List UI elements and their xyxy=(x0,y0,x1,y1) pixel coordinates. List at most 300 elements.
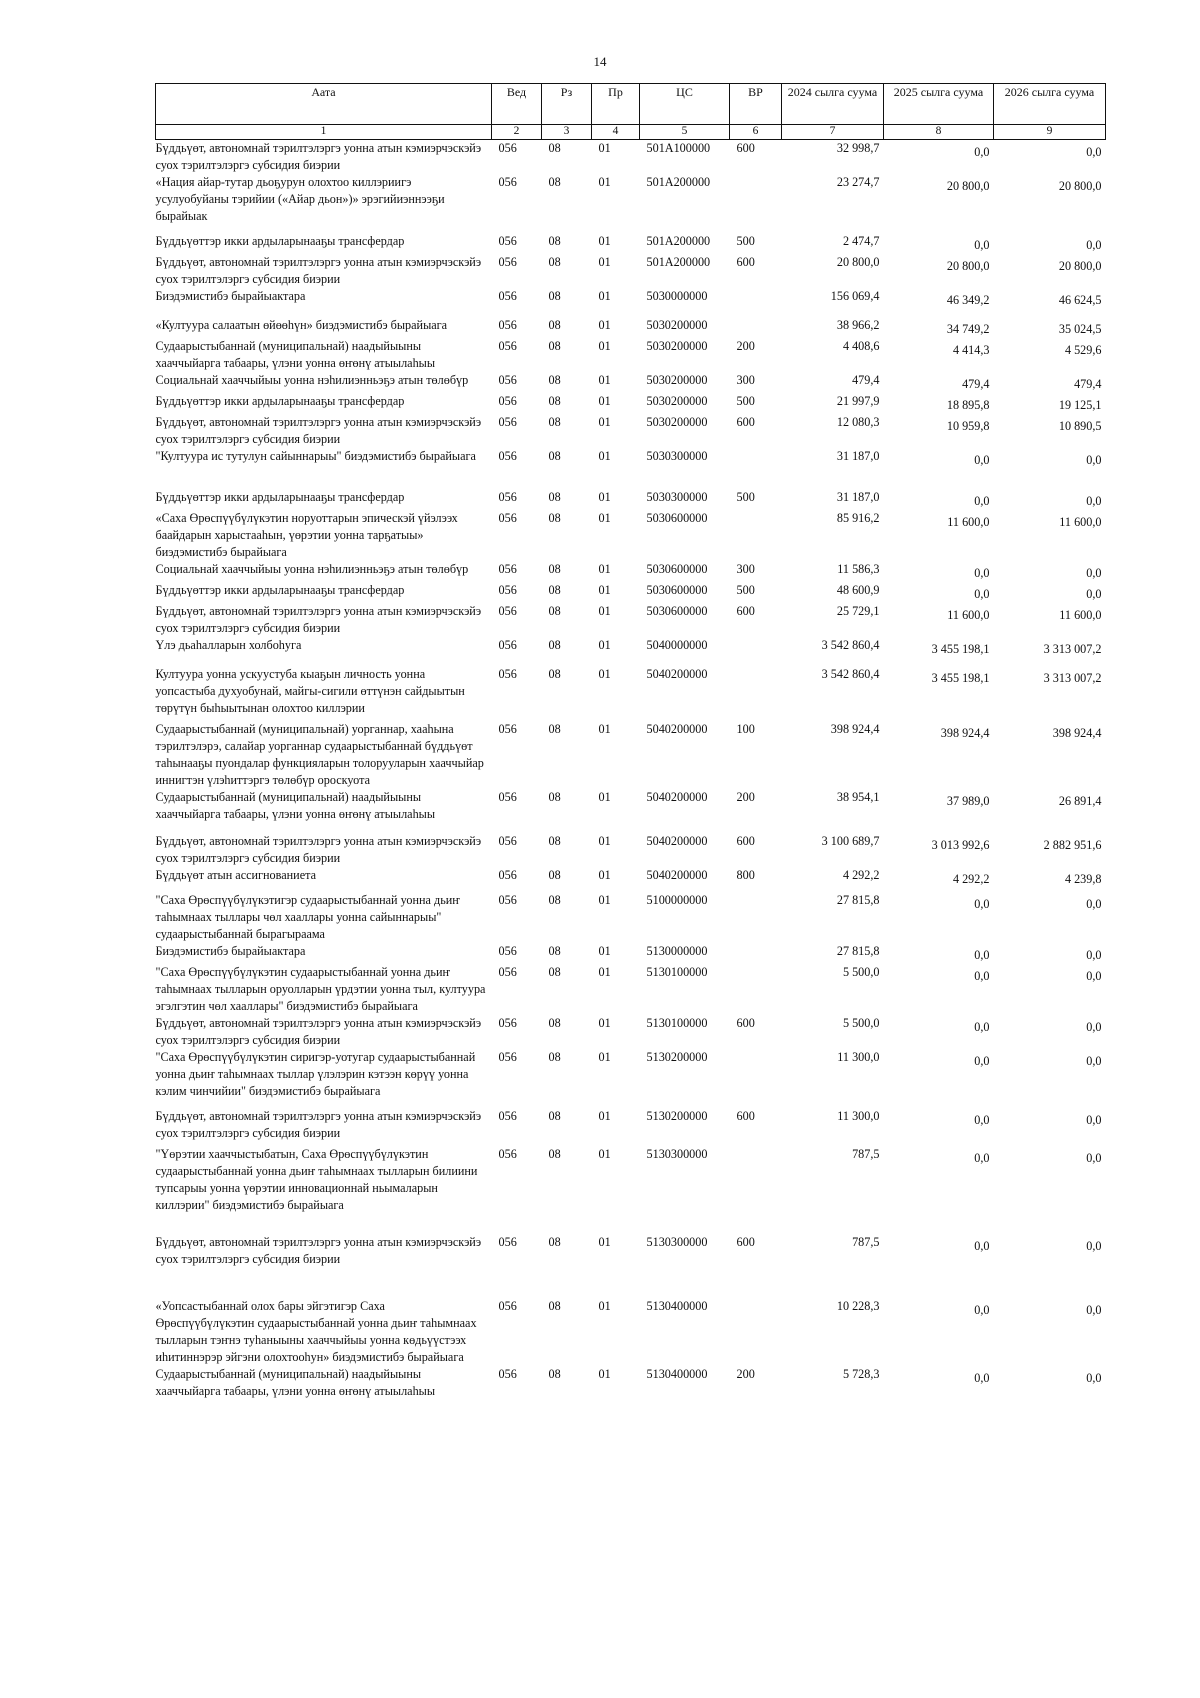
column-number: 9 xyxy=(994,125,1106,140)
page-number: 14 xyxy=(593,54,607,69)
rz-code: 08 xyxy=(548,834,561,848)
sum-2024 xyxy=(782,288,884,317)
sum-2026 xyxy=(994,317,1106,338)
table-header-row xyxy=(156,84,1106,125)
sum-2024 xyxy=(782,1015,884,1049)
rz-code: 08 xyxy=(548,944,561,958)
sum-2024 xyxy=(782,338,884,372)
vr-code: 500 xyxy=(736,394,755,408)
sum-2024 xyxy=(782,1366,884,1404)
sum-2026 xyxy=(994,372,1106,393)
sum-2024-value: 479,4 xyxy=(852,373,880,387)
vr-code: 500 xyxy=(736,583,755,597)
ved-code: 056 xyxy=(498,318,517,332)
table-row xyxy=(156,892,1106,943)
sum-2025-value: 0,0 xyxy=(974,969,990,983)
cs-code: 5040200000 xyxy=(646,790,708,804)
sum-2025-value: 20 800,0 xyxy=(946,259,990,273)
ved-code: 056 xyxy=(498,1299,517,1313)
rz-code: 08 xyxy=(548,893,561,907)
header-cell: Аата xyxy=(156,84,492,125)
sum-2026 xyxy=(994,174,1106,233)
sum-2025-value: 0,0 xyxy=(974,453,990,467)
cs-code: 5030200000 xyxy=(646,415,708,429)
table-row xyxy=(156,254,1106,288)
sum-2024-value: 11 300,0 xyxy=(837,1050,880,1064)
pr-code: 01 xyxy=(598,289,611,303)
sum-2025-value: 0,0 xyxy=(974,1020,990,1034)
pr-code: 01 xyxy=(598,583,611,597)
column-number: 8 xyxy=(884,125,994,140)
sum-2024-value: 32 998,7 xyxy=(836,141,880,155)
rz-code: 08 xyxy=(548,415,561,429)
vr-code: 600 xyxy=(736,1016,755,1030)
sum-2024 xyxy=(782,603,884,637)
pr-code: 01 xyxy=(598,394,611,408)
ved-code: 056 xyxy=(498,141,517,155)
sum-2025-value: 0,0 xyxy=(974,1371,990,1385)
sum-2025-value: 10 959,8 xyxy=(946,419,990,433)
rz-code: 08 xyxy=(548,562,561,576)
sum-2024-value: 31 187,0 xyxy=(836,449,880,463)
cs-code: 5030300000 xyxy=(646,490,708,504)
sum-2025-value: 34 749,2 xyxy=(946,322,990,336)
cs-code: 5030000000 xyxy=(646,289,708,303)
row-title: Бүддьүөттэр икки ардыларынааҕы трансфердар xyxy=(155,234,405,248)
sum-2026 xyxy=(994,1366,1106,1404)
ved-code: 056 xyxy=(498,1367,517,1381)
table-row xyxy=(156,964,1106,1015)
header-cell: ВР xyxy=(730,84,782,125)
ved-code: 056 xyxy=(498,1235,517,1249)
sum-2024 xyxy=(782,174,884,233)
sum-2025-value: 0,0 xyxy=(974,238,990,252)
table-row xyxy=(156,637,1106,666)
rz-code: 08 xyxy=(548,1050,561,1064)
sum-2026 xyxy=(994,637,1106,666)
row-title: Бүддьүөттэр икки ардыларынааҕы трансфердар xyxy=(155,490,405,504)
rz-code: 08 xyxy=(548,1299,561,1313)
vr-code: 300 xyxy=(736,562,755,576)
cs-code: 5030300000 xyxy=(646,449,708,463)
ved-code: 056 xyxy=(498,868,517,882)
rz-code: 08 xyxy=(548,449,561,463)
sum-2026-value: 0,0 xyxy=(1086,1239,1102,1253)
rz-code: 08 xyxy=(548,255,561,269)
table-row xyxy=(156,174,1106,233)
row-title: "Саха Өрөспүүбүлүкэтин судаарыстыбаннай уонна дьиҥ таһымнаах тылларын оруолларын үрдэтии уонна тыл, култуура эгэлгэтин чөл хааллары" биэдэмистибэ бырайыага xyxy=(155,965,486,1013)
cs-code: 501А100000 xyxy=(646,141,711,155)
ved-code: 056 xyxy=(498,1147,517,1161)
vr-code xyxy=(730,174,782,233)
pr-code: 01 xyxy=(598,511,611,525)
sum-2026 xyxy=(994,964,1106,1015)
sum-2026-value: 46 624,5 xyxy=(1058,293,1102,307)
sum-2026 xyxy=(994,448,1106,489)
table-row xyxy=(156,833,1106,867)
cs-code: 5030200000 xyxy=(646,394,708,408)
pr-code: 01 xyxy=(598,667,611,681)
sum-2024 xyxy=(782,833,884,867)
sum-2024-value: 25 729,1 xyxy=(836,604,880,618)
pr-code: 01 xyxy=(598,790,611,804)
sum-2026 xyxy=(994,666,1106,721)
sum-2024-value: 38 954,1 xyxy=(836,790,880,804)
sum-2025-value: 0,0 xyxy=(974,587,990,601)
pr-code: 01 xyxy=(598,1299,611,1313)
pr-code: 01 xyxy=(598,234,611,248)
rz-code: 08 xyxy=(548,604,561,618)
pr-code: 01 xyxy=(598,415,611,429)
table-body xyxy=(156,140,1106,1405)
rz-code: 08 xyxy=(548,490,561,504)
row-title: Социальнай хааччыйыы уонна нэһилиэнньэҕэ атын төлөбүр xyxy=(155,373,469,387)
sum-2024-value: 2 474,7 xyxy=(842,234,880,248)
sum-2025 xyxy=(884,561,994,582)
sum-2026-value: 0,0 xyxy=(1086,238,1102,252)
vr-code: 500 xyxy=(736,490,755,504)
cs-code: 5030600000 xyxy=(646,604,708,618)
row-title: Судаарыстыбаннай (муниципальнай) наадыйыыны хааччыйарга табаары, үлэни уонна өҥөнү атыылаһыы xyxy=(155,1367,436,1398)
sum-2026 xyxy=(994,1108,1106,1146)
vr-code xyxy=(730,317,782,338)
sum-2026-value: 0,0 xyxy=(1086,1054,1102,1068)
table-row xyxy=(156,1234,1106,1298)
sum-2026-value: 19 125,1 xyxy=(1058,398,1102,412)
vr-code: 500 xyxy=(736,234,755,248)
pr-code: 01 xyxy=(598,1367,611,1381)
sum-2025 xyxy=(884,1146,994,1234)
table-row xyxy=(156,789,1106,833)
sum-2026-value: 0,0 xyxy=(1086,453,1102,467)
sum-2024-value: 31 187,0 xyxy=(836,490,880,504)
sum-2025-value: 0,0 xyxy=(974,566,990,580)
cs-code: 5030600000 xyxy=(646,583,708,597)
sum-2026-value: 0,0 xyxy=(1086,1151,1102,1165)
sum-2026-value: 0,0 xyxy=(1086,587,1102,601)
row-title: «Нация айар-тутар дьоҕурун олохтоо киллэриигэ усулуобуйаны тэрийии («Айар дьон»)» эрэгийиэннээҕи бырайыак xyxy=(155,175,445,223)
sum-2026-value: 398 924,4 xyxy=(1052,726,1102,740)
sum-2025-value: 0,0 xyxy=(974,1113,990,1127)
sum-2024-value: 10 228,3 xyxy=(836,1299,880,1313)
vr-code: 200 xyxy=(736,790,755,804)
cs-code: 5030200000 xyxy=(646,318,708,332)
sum-2024-value: 11 586,3 xyxy=(837,562,880,576)
sum-2026-value: 0,0 xyxy=(1086,145,1102,159)
ved-code: 056 xyxy=(498,790,517,804)
sum-2025 xyxy=(884,867,994,892)
sum-2025 xyxy=(884,1108,994,1146)
pr-code: 01 xyxy=(598,373,611,387)
sum-2025 xyxy=(884,833,994,867)
sum-2025-value: 3 455 198,1 xyxy=(931,671,990,685)
row-title: "Саха Өрөспүүбүлүкэтигэр судаарыстыбаннай уонна дьиҥ таһымнаах тыллары чөл хааллары уонна сайыннарыы" судаарыстыбаннай бырагыраама xyxy=(155,893,460,941)
sum-2026 xyxy=(994,233,1106,254)
sum-2025-value: 398 924,4 xyxy=(940,726,990,740)
sum-2024-value: 38 966,2 xyxy=(836,318,880,332)
sum-2024-value: 398 924,4 xyxy=(830,722,880,736)
sum-2025 xyxy=(884,637,994,666)
sum-2025-value: 11 600,0 xyxy=(947,608,990,622)
table-row xyxy=(156,288,1106,317)
table-row xyxy=(156,943,1106,964)
row-title: Бүддьүөт, автономнай тэрилтэлэргэ уонна атын кэмиэрчэскэйэ суох тэрилтэлэргэ субсидия биэрии xyxy=(155,834,482,865)
sum-2026 xyxy=(994,288,1106,317)
sum-2025-value: 0,0 xyxy=(974,494,990,508)
sum-2025 xyxy=(884,943,994,964)
sum-2024-value: 787,5 xyxy=(852,1147,880,1161)
sum-2026-value: 0,0 xyxy=(1086,494,1102,508)
ved-code: 056 xyxy=(498,562,517,576)
sum-2026-value: 479,4 xyxy=(1074,377,1102,391)
cs-code: 5130400000 xyxy=(646,1367,708,1381)
sum-2024 xyxy=(782,1146,884,1234)
sum-2026-value: 3 313 007,2 xyxy=(1043,642,1102,656)
vr-code: 800 xyxy=(736,868,755,882)
ved-code: 056 xyxy=(498,394,517,408)
sum-2024 xyxy=(782,254,884,288)
row-title: Үлэ дьаһалларын холбоһуга xyxy=(155,638,302,652)
sum-2025-value: 3 455 198,1 xyxy=(931,642,990,656)
sum-2025 xyxy=(884,414,994,448)
table-row xyxy=(156,666,1106,721)
pr-code: 01 xyxy=(598,339,611,353)
row-title: "Култуура ис тутулун сайыннарыы" биэдэмистибэ бырайыага xyxy=(155,449,476,463)
ved-code: 056 xyxy=(498,638,517,652)
sum-2024 xyxy=(782,964,884,1015)
vr-code: 200 xyxy=(736,339,755,353)
rz-code: 08 xyxy=(548,234,561,248)
vr-code: 600 xyxy=(736,604,755,618)
pr-code: 01 xyxy=(598,1235,611,1249)
cs-code: 5130000000 xyxy=(646,944,708,958)
sum-2024-value: 5 500,0 xyxy=(842,1016,880,1030)
pr-code: 01 xyxy=(598,965,611,979)
vr-code: 200 xyxy=(736,1367,755,1381)
sum-2025-value: 4 292,2 xyxy=(952,872,990,886)
header-cell: 2024 сылга суума xyxy=(782,84,884,125)
sum-2024-value: 48 600,9 xyxy=(836,583,880,597)
sum-2026-value: 0,0 xyxy=(1086,969,1102,983)
sum-2025 xyxy=(884,789,994,833)
pr-code: 01 xyxy=(598,604,611,618)
sum-2026-value: 0,0 xyxy=(1086,948,1102,962)
vr-code xyxy=(730,288,782,317)
sum-2025-value: 0,0 xyxy=(974,1239,990,1253)
row-title: Бүддьүөт атын ассигнованиета xyxy=(155,868,316,882)
sum-2026 xyxy=(994,603,1106,637)
vr-code: 600 xyxy=(736,415,755,429)
sum-2025-value: 479,4 xyxy=(962,377,990,391)
sum-2024 xyxy=(782,582,884,603)
vr-code xyxy=(730,666,782,721)
vr-code xyxy=(730,637,782,666)
cs-code: 501А200000 xyxy=(646,175,711,189)
row-title: Култуура уонна ускуустуба кыаҕын личность уонна уопсастыба духуобунай, майгы-сигили өттүнэн сайдыытын төрүтүн быһыытынан олохтоо киллэрии xyxy=(155,667,465,715)
sum-2026-value: 3 313 007,2 xyxy=(1043,671,1102,685)
sum-2026 xyxy=(994,892,1106,943)
pr-code: 01 xyxy=(598,893,611,907)
vr-code: 600 xyxy=(736,1109,755,1123)
vr-code: 300 xyxy=(736,373,755,387)
rz-code: 08 xyxy=(548,1109,561,1123)
column-number: 2 xyxy=(492,125,542,140)
sum-2024 xyxy=(782,317,884,338)
ved-code: 056 xyxy=(498,415,517,429)
rz-code: 08 xyxy=(548,790,561,804)
table-row xyxy=(156,561,1106,582)
cs-code: 5040200000 xyxy=(646,722,708,736)
sum-2025-value: 11 600,0 xyxy=(947,515,990,529)
pr-code: 01 xyxy=(598,638,611,652)
sum-2025-value: 18 895,8 xyxy=(946,398,990,412)
ved-code: 056 xyxy=(498,834,517,848)
header-cell: Вед xyxy=(492,84,542,125)
sum-2024 xyxy=(782,561,884,582)
table-row xyxy=(156,1366,1106,1404)
table-row xyxy=(156,414,1106,448)
row-title: Социальнай хааччыйыы уонна нэһилиэнньэҕэ атын төлөбүр xyxy=(155,562,469,576)
pr-code: 01 xyxy=(598,1109,611,1123)
cs-code: 5040200000 xyxy=(646,834,708,848)
sum-2026 xyxy=(994,943,1106,964)
ved-code: 056 xyxy=(498,893,517,907)
sum-2024 xyxy=(782,448,884,489)
row-title: Бүддьүөт, автономнай тэрилтэлэргэ уонна атын кэмиэрчэскэйэ суох тэрилтэлэргэ субсидия биэрии xyxy=(155,1109,482,1140)
row-title: Бүддьүөт, автономнай тэрилтэлэргэ уонна атын кэмиэрчэскэйэ суох тэрилтэлэргэ субсидия биэрии xyxy=(155,415,482,446)
ved-code: 056 xyxy=(498,490,517,504)
ved-code: 056 xyxy=(498,944,517,958)
cs-code: 5100000000 xyxy=(646,893,708,907)
sum-2026 xyxy=(994,1298,1106,1366)
vr-code xyxy=(730,1298,782,1366)
sum-2024 xyxy=(782,789,884,833)
sum-2026 xyxy=(994,140,1106,175)
sum-2025-value: 0,0 xyxy=(974,1054,990,1068)
sum-2024 xyxy=(782,666,884,721)
table-row xyxy=(156,867,1106,892)
sum-2024-value: 5 728,3 xyxy=(842,1367,880,1381)
rz-code: 08 xyxy=(548,868,561,882)
sum-2025 xyxy=(884,892,994,943)
sum-2026-value: 0,0 xyxy=(1086,566,1102,580)
sum-2024 xyxy=(782,1049,884,1108)
sum-2024 xyxy=(782,1108,884,1146)
cs-code: 5030600000 xyxy=(646,562,708,576)
table-row xyxy=(156,1298,1106,1366)
sum-2025 xyxy=(884,510,994,561)
row-title: Биэдэмистибэ бырайыактара xyxy=(155,944,306,958)
column-number: 3 xyxy=(542,125,592,140)
vr-code xyxy=(730,964,782,1015)
column-number: 7 xyxy=(782,125,884,140)
pr-code: 01 xyxy=(598,1016,611,1030)
pr-code: 01 xyxy=(598,944,611,958)
sum-2025 xyxy=(884,666,994,721)
pr-code: 01 xyxy=(598,1050,611,1064)
cs-code: 5130400000 xyxy=(646,1299,708,1313)
sum-2025 xyxy=(884,372,994,393)
pr-code: 01 xyxy=(598,318,611,332)
sum-2026 xyxy=(994,789,1106,833)
table-row xyxy=(156,489,1106,510)
sum-2024 xyxy=(782,510,884,561)
vr-code: 600 xyxy=(736,1235,755,1249)
sum-2026-value: 0,0 xyxy=(1086,1303,1102,1317)
rz-code: 08 xyxy=(548,1147,561,1161)
column-number: 5 xyxy=(640,125,730,140)
ved-code: 056 xyxy=(498,449,517,463)
pr-code: 01 xyxy=(598,490,611,504)
sum-2025-value: 0,0 xyxy=(974,948,990,962)
row-title: Судаарыстыбаннай (муниципальнай) наадыйыыны хааччыйарга табаары, үлэни уонна өҥөнү атыылаһыы xyxy=(155,339,436,370)
rz-code: 08 xyxy=(548,722,561,736)
sum-2024-value: 23 274,7 xyxy=(836,175,880,189)
sum-2025 xyxy=(884,582,994,603)
cs-code: 5130100000 xyxy=(646,1016,708,1030)
rz-code: 08 xyxy=(548,373,561,387)
table-row xyxy=(156,1108,1106,1146)
sum-2024 xyxy=(782,1234,884,1298)
vr-code xyxy=(730,1146,782,1234)
sum-2026 xyxy=(994,1049,1106,1108)
row-title: «Култуура салаатын өйөөһүн» биэдэмистибэ бырайыага xyxy=(155,318,448,332)
pr-code: 01 xyxy=(598,255,611,269)
vr-code: 600 xyxy=(736,834,755,848)
table-row xyxy=(156,317,1106,338)
cs-code: 5130200000 xyxy=(646,1109,708,1123)
sum-2025 xyxy=(884,1366,994,1404)
rz-code: 08 xyxy=(548,667,561,681)
sum-2024 xyxy=(782,721,884,789)
sum-2025-value: 0,0 xyxy=(974,1151,990,1165)
vr-code xyxy=(730,943,782,964)
sum-2024 xyxy=(782,233,884,254)
sum-2025-value: 0,0 xyxy=(974,145,990,159)
sum-2024-value: 4 408,6 xyxy=(842,339,880,353)
table-row xyxy=(156,510,1106,561)
table-row xyxy=(156,1146,1106,1234)
ved-code: 056 xyxy=(498,722,517,736)
sum-2024 xyxy=(782,637,884,666)
cs-code: 5130200000 xyxy=(646,1050,708,1064)
rz-code: 08 xyxy=(548,965,561,979)
sum-2025 xyxy=(884,140,994,175)
sum-2026-value: 4 239,8 xyxy=(1064,872,1102,886)
sum-2026 xyxy=(994,489,1106,510)
ved-code: 056 xyxy=(498,1050,517,1064)
ved-code: 056 xyxy=(498,667,517,681)
pr-code: 01 xyxy=(598,175,611,189)
rz-code: 08 xyxy=(548,289,561,303)
vr-code xyxy=(730,1049,782,1108)
table-row xyxy=(156,582,1106,603)
sum-2026 xyxy=(994,582,1106,603)
sum-2024-value: 85 916,2 xyxy=(836,511,880,525)
sum-2026 xyxy=(994,254,1106,288)
cs-code: 5030200000 xyxy=(646,373,708,387)
sum-2025 xyxy=(884,1234,994,1298)
sum-2024-value: 11 300,0 xyxy=(837,1109,880,1123)
sum-2024-value: 3 100 689,7 xyxy=(821,834,880,848)
sum-2025 xyxy=(884,489,994,510)
sum-2024 xyxy=(782,1298,884,1366)
sum-2026 xyxy=(994,561,1106,582)
ved-code: 056 xyxy=(498,604,517,618)
sum-2024-value: 4 292,2 xyxy=(842,868,880,882)
sum-2026 xyxy=(994,1146,1106,1234)
rz-code: 08 xyxy=(548,394,561,408)
